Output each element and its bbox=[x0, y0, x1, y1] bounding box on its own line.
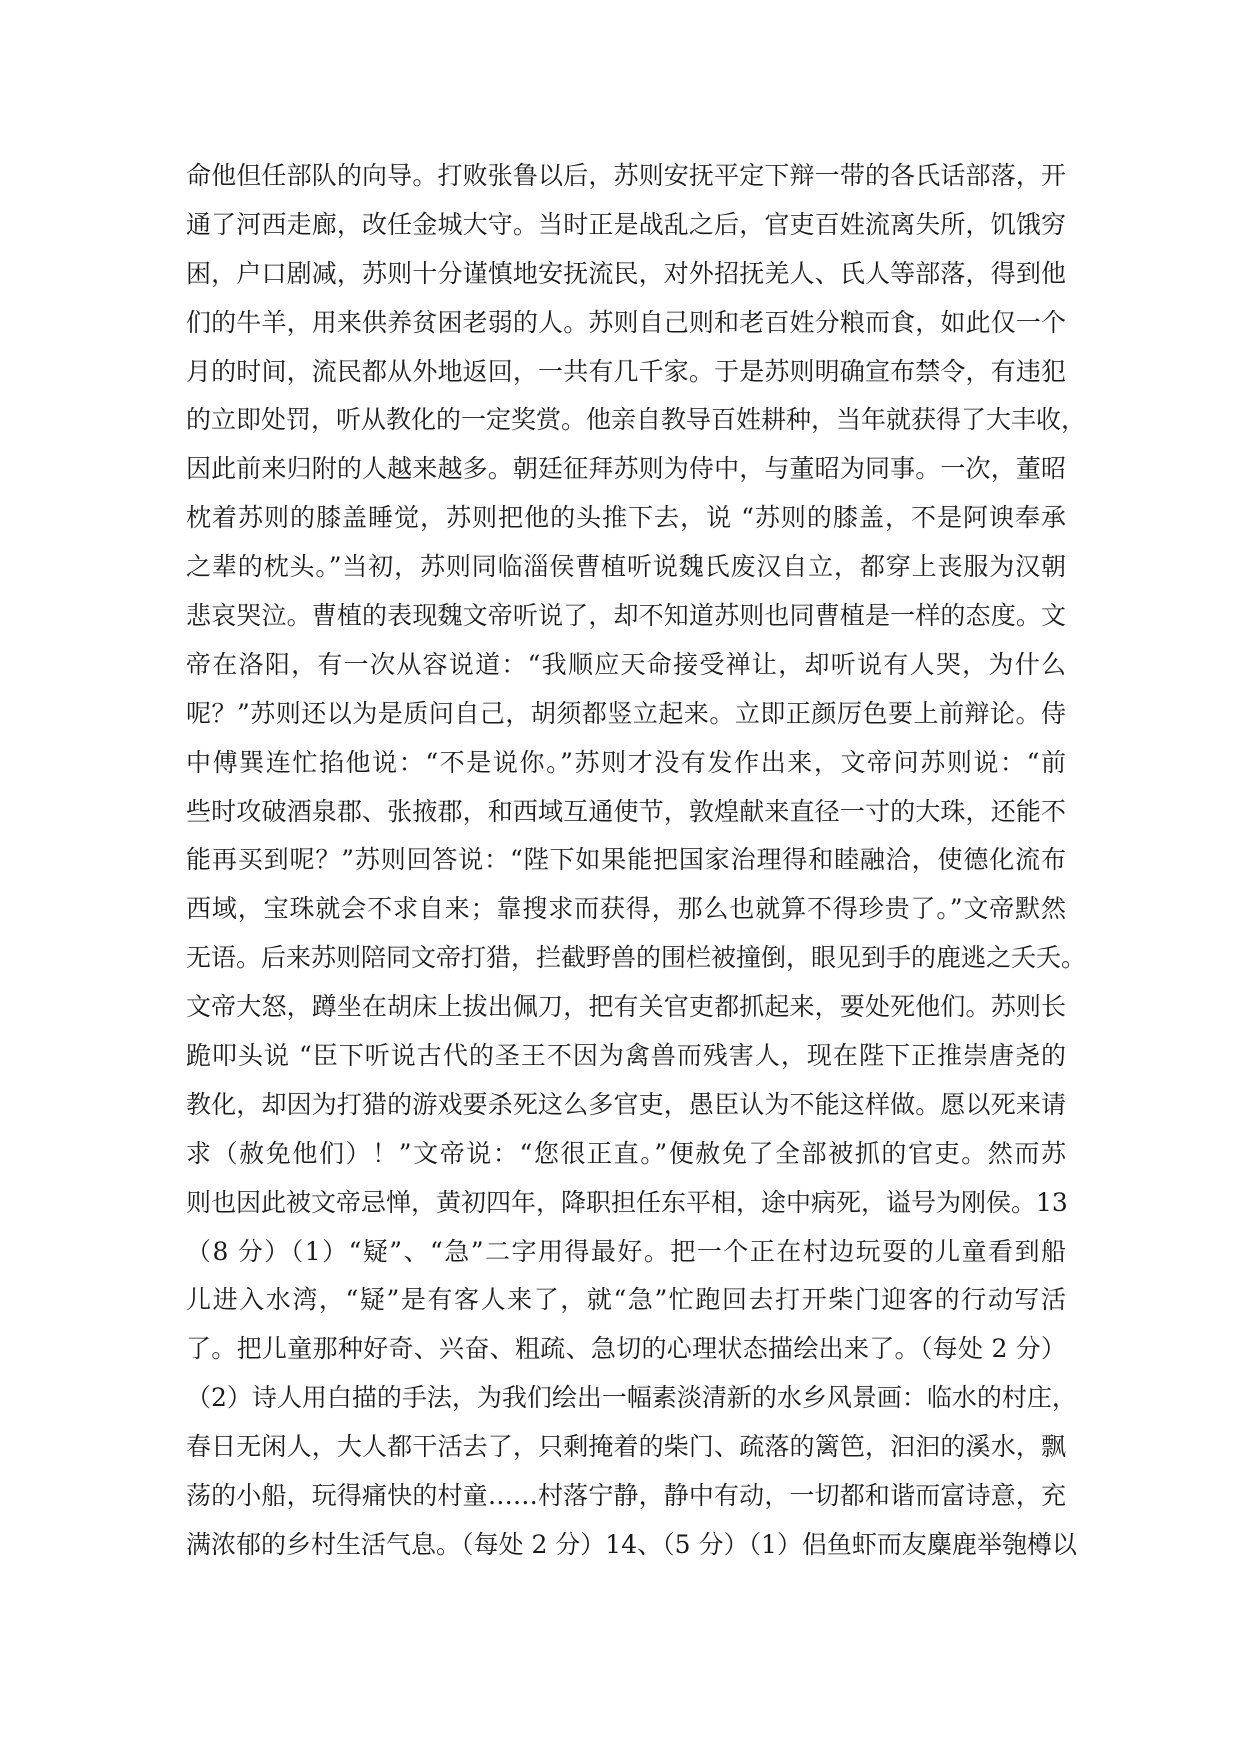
body-text bbox=[186, 152, 1087, 1570]
text-line: 了。把儿童那种好奇、兴奋、粗疏、急切的心理状态描绘出来了。（每处 2 分） bbox=[186, 1334, 1066, 1364]
text-line: 中傅巽连忙掐他说：“不是说你。”苏则才没有发作出来，文帝问苏则说：“前 bbox=[186, 747, 1066, 777]
text-line: （2）诗人用白描的手法，为我们绘出一幅素淡清新的水乡风景画：临水的村庄， bbox=[186, 1383, 1077, 1413]
text-line: 悲哀哭泣。曹植的表现魏文帝听说了，却不知道苏则也同曹植是一样的态度。文 bbox=[186, 601, 1066, 631]
text-line: 满浓郁的乡村生活气息。（每处 2 分）14、（5 分）（1）侣鱼虾而友麋鹿举匏樽以 bbox=[186, 1529, 1077, 1559]
text-line: 跪叩头说 “臣下听说古代的圣王不因为禽兽而残害人，现在陛下正推崇唐尧的 bbox=[186, 1041, 1066, 1071]
text-line: 荡的小船，玩得痛快的村童……村落宁静，静中有动，一切都和谐而富诗意，充 bbox=[186, 1481, 1066, 1511]
text-line: 文帝大怒，蹲坐在胡床上拔出佩刀，把有关官吏都抓起来，要处死他们。苏则长 bbox=[186, 992, 1066, 1022]
text-line: 帝在洛阳，有一次从容说道：“我顺应天命接受禅让，却听说有人哭，为什么 bbox=[186, 649, 1066, 679]
text-line: 春日无闲人，大人都干活去了，只剩掩着的柴门、疏落的篱笆，汩汩的溪水，飘 bbox=[186, 1432, 1066, 1462]
text-line: 们的牛羊，用来供养贫困老弱的人。苏则自己则和老百姓分粮而食，如此仅一个 bbox=[186, 307, 1066, 337]
text-line: 月的时间，流民都从外地返回，一共有几千家。于是苏则明确宣布禁令，有违犯 bbox=[186, 356, 1066, 386]
text-line: 呢？”苏则还以为是质问自己，胡须都竖立起来。立即正颜厉色要上前辩论。侍 bbox=[186, 698, 1066, 728]
text-line: 则也因此被文帝忌惮，黄初四年，降职担任东平相，途中病死，谥号为刚侯。13 bbox=[186, 1187, 1068, 1217]
text-line: 些时攻破酒泉郡、张掖郡，和西域互通使节，敦煌献来直径一寸的大珠，还能不 bbox=[186, 796, 1066, 826]
text-line: 之辈的枕头。”当初，苏则同临淄侯曹植听说魏氏废汉自立，都穿上丧服为汉朝 bbox=[186, 552, 1066, 582]
text-line: 求（赦免他们）！”文帝说：“您很正直。”便赦免了全部被抓的官吏。然而苏 bbox=[186, 1138, 1066, 1168]
text-line: 通了河西走廊，改任金城大守。当时正是战乱之后，官吏百姓流离失所，饥饿穷 bbox=[186, 209, 1066, 239]
text-line: 困，户口剧减，苏则十分谨慎地安抚流民，对外招抚羌人、氏人等部落，得到他 bbox=[186, 258, 1066, 288]
text-line: 的立即处罚，听从教化的一定奖赏。他亲自教导百姓耕种，当年就获得了大丰收， bbox=[186, 405, 1087, 435]
text-line: （8 分）（1）“疑”、“急”二字用得最好。把一个正在村边玩耍的儿童看到船 bbox=[186, 1236, 1066, 1266]
text-line: 教化，却因为打猎的游戏要杀死这么多官吏，愚臣认为不能这样做。愿以死来请 bbox=[186, 1089, 1066, 1119]
text-line: 因此前来归附的人越来越多。朝廷征拜苏则为侍中，与董昭为同事。一次，董昭 bbox=[186, 454, 1066, 484]
text-line: 能再买到呢？”苏则回答说：“陛下如果能把国家治理得和睦融洽，使德化流布 bbox=[186, 845, 1066, 875]
text-line: 枕着苏则的膝盖睡觉，苏则把他的头推下去，说 “苏则的膝盖，不是阿谀奉承 bbox=[186, 503, 1066, 533]
text-line: 无语。后来苏则陪同文帝打猎，拦截野兽的围栏被撞倒，眼见到手的鹿逃之夭夭。 bbox=[186, 943, 1087, 973]
text-line: 西域，宝珠就会不求自来；靠搜求而获得，那么也就算不得珍贵了。”文帝默然 bbox=[186, 894, 1066, 924]
text-line: 命他但任部队的向导。打败张鲁以后，苏则安抚平定下辩一带的各氏话部落，开 bbox=[186, 161, 1066, 190]
text-line: 儿进入水湾，“疑”是有客人来了，就“急”忙跑回去打开柴门迎客的行动写活 bbox=[186, 1285, 1066, 1315]
